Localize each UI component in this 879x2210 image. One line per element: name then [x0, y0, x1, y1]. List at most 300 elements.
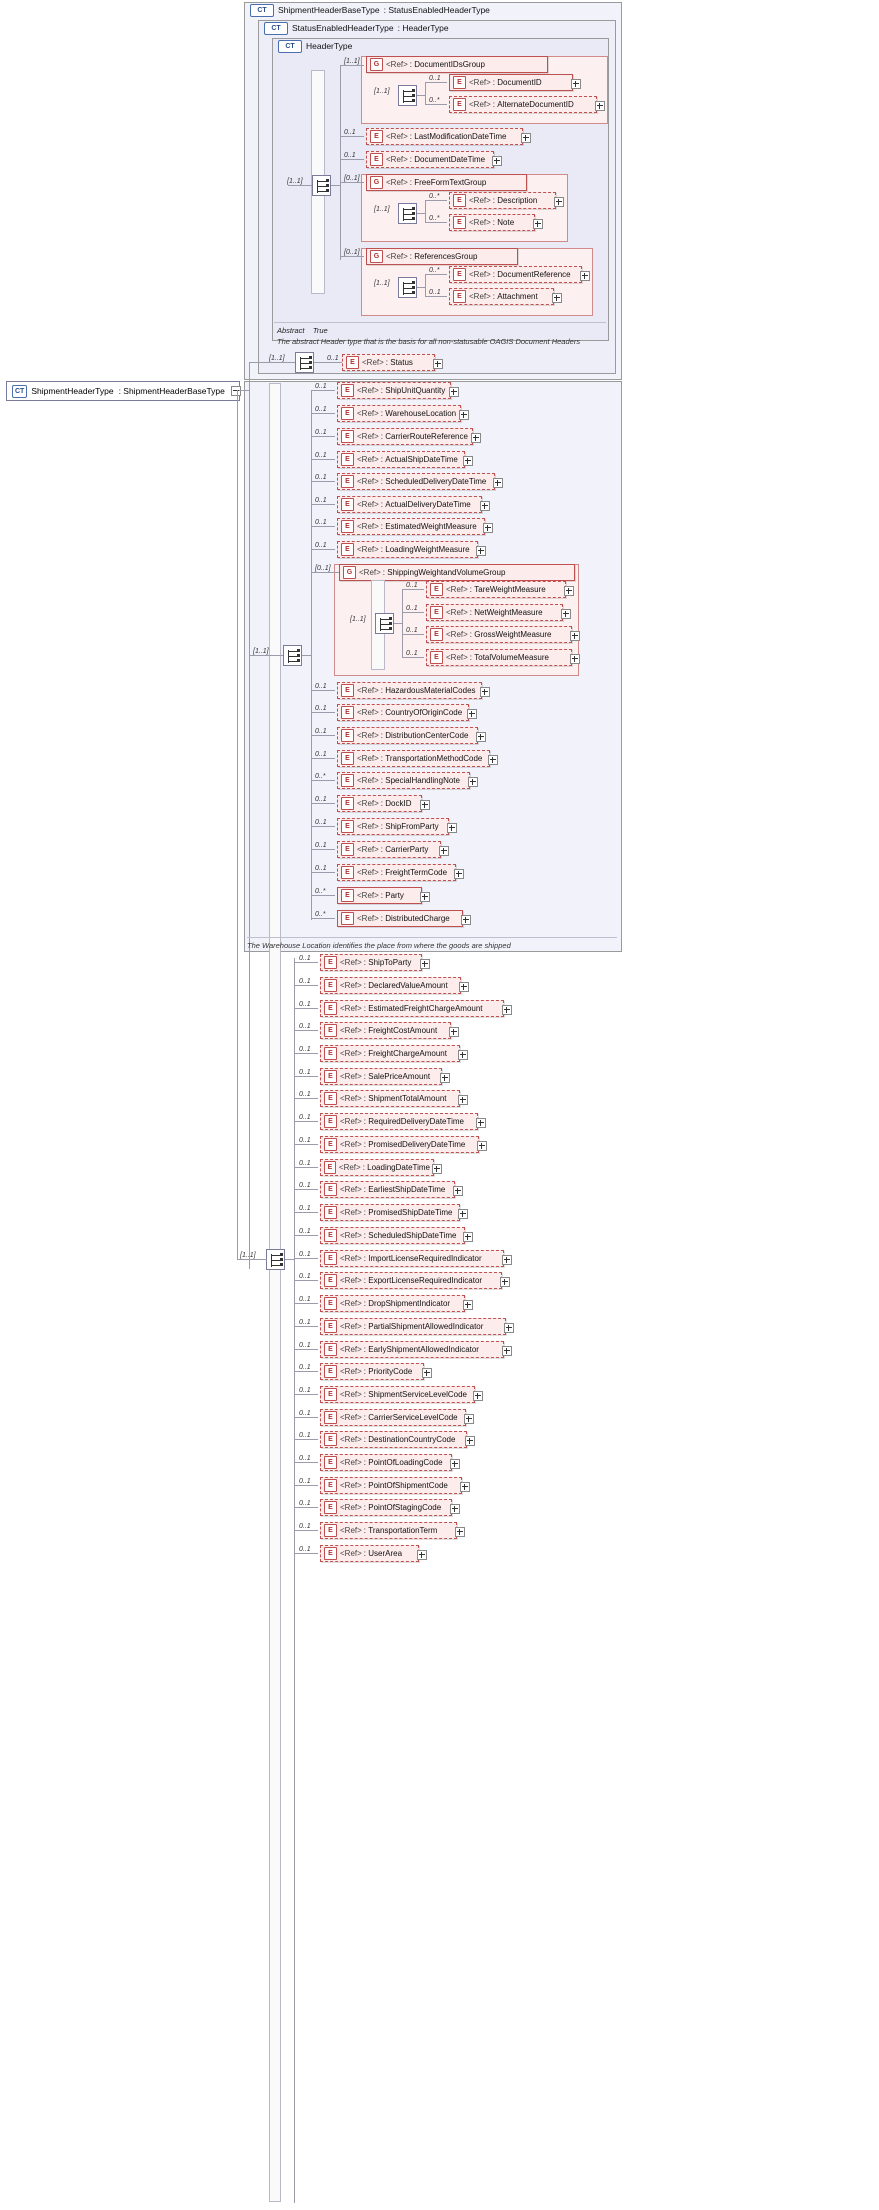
expand-icon[interactable]	[502, 1346, 512, 1356]
node-label: CarrierParty	[385, 845, 429, 854]
occurrence-label: [0..1]	[344, 175, 360, 182]
connector	[311, 803, 335, 804]
element-icon: E	[324, 1229, 337, 1242]
occurrence-label: [1..1]	[240, 1252, 256, 1259]
expand-icon[interactable]	[477, 1141, 487, 1151]
node-pointofstagingcode[interactable]: E <Ref> : PointOfStagingCode	[320, 1499, 452, 1516]
node-salepriceamount[interactable]: E <Ref> : SalePriceAmount	[320, 1068, 442, 1085]
ref-label: <Ref>	[340, 1481, 362, 1490]
node-earliestshipdatetime[interactable]: E <Ref> : EarliestShipDateTime	[320, 1181, 455, 1198]
ref-label: <Ref>	[446, 585, 468, 594]
occurrence-label: 0..*	[315, 773, 326, 780]
expand-icon[interactable]	[492, 156, 502, 166]
element-icon: E	[324, 1206, 337, 1219]
connector	[311, 712, 335, 713]
expand-icon[interactable]	[521, 133, 531, 143]
ref-label: <Ref>	[357, 409, 379, 418]
element-icon: E	[341, 752, 354, 765]
node-scheduledshipdatetime[interactable]: E <Ref> : ScheduledShipDateTime	[320, 1227, 465, 1244]
element-icon: E	[341, 774, 354, 787]
expand-icon[interactable]	[552, 293, 562, 303]
element-icon: E	[453, 98, 466, 111]
node-shipmentservicelevelcode[interactable]: E <Ref> : ShipmentServiceLevelCode	[320, 1386, 475, 1403]
occurrence-label: 0..1	[406, 605, 418, 612]
node-label: CarrierServiceLevelCode	[368, 1413, 458, 1422]
expand-icon[interactable]	[467, 709, 477, 719]
expand-icon[interactable]	[500, 1277, 510, 1287]
frame-type-label: : HeaderType	[397, 23, 449, 33]
expand-icon[interactable]	[480, 687, 490, 697]
occurrence-label: 0..1	[406, 582, 418, 589]
expand-icon[interactable]	[449, 1027, 459, 1037]
root-node-shipment-header-type[interactable]	[6, 381, 240, 401]
node-freighttermcode[interactable]: E <Ref> : FreightTermCode	[337, 864, 456, 881]
expand-icon[interactable]	[476, 1118, 486, 1128]
expand-icon[interactable]	[571, 79, 581, 89]
expand-icon[interactable]	[458, 1050, 468, 1060]
node-carrierservicelevelcode[interactable]: E <Ref> : CarrierServiceLevelCode	[320, 1409, 466, 1426]
occurrence-label: 0..1	[315, 796, 327, 803]
node-label: ShippingWeightandVolumeGroup	[387, 568, 506, 577]
ref-label: <Ref>	[357, 891, 379, 900]
connector	[294, 1530, 318, 1531]
node-requireddeliverydatetime[interactable]: E <Ref> : RequiredDeliveryDateTime	[320, 1113, 478, 1130]
expand-icon[interactable]	[463, 1232, 473, 1242]
node-declaredvalueamount[interactable]: E <Ref> : DeclaredValueAmount	[320, 977, 461, 994]
node-documentdatetime[interactable]: E <Ref> : DocumentDateTime	[366, 151, 494, 168]
frame-label: StatusEnabledHeaderType	[292, 23, 394, 33]
ref-label: <Ref>	[357, 868, 379, 877]
occurrence-label: 0..1	[315, 474, 327, 481]
expand-icon[interactable]	[464, 1414, 474, 1424]
node-userarea[interactable]: E <Ref> : UserArea	[320, 1545, 419, 1562]
node-promiseddeliverydatetime[interactable]: E <Ref> : PromisedDeliveryDateTime	[320, 1136, 479, 1153]
occurrence-label: 0..1	[299, 1137, 311, 1144]
node-transportationmethodcode[interactable]: E <Ref> : TransportationMethodCode	[337, 750, 490, 767]
connector	[294, 1371, 318, 1372]
ref-label: <Ref>	[469, 270, 491, 279]
node-label: PointOfLoadingCode	[368, 1458, 443, 1467]
node-documentreference[interactable]: E <Ref> : DocumentReference	[449, 266, 582, 283]
ref-label: <Ref>	[340, 1413, 362, 1422]
ref-label: <Ref>	[469, 196, 491, 205]
ref-label: <Ref>	[386, 178, 408, 187]
sequence-icon-body	[283, 645, 302, 666]
expand-icon[interactable]	[439, 846, 449, 856]
expand-icon[interactable]	[533, 219, 543, 229]
expand-icon[interactable]	[460, 1482, 470, 1492]
occurrence-label: 0..1	[299, 1205, 311, 1212]
occurrence-label: [1..1]	[374, 88, 390, 95]
expand-icon[interactable]	[463, 1300, 473, 1310]
node-label: DropShipmentIndicator	[368, 1299, 451, 1308]
ref-label: <Ref>	[446, 653, 468, 662]
element-icon: E	[324, 1433, 337, 1446]
occurrence-label: 0..1	[406, 650, 418, 657]
occurrence-label: 0..1	[299, 1251, 311, 1258]
node-note[interactable]: E <Ref> : Note	[449, 214, 535, 231]
connector	[311, 849, 335, 850]
expand-icon[interactable]	[450, 1459, 460, 1469]
node-label: TotalVolumeMeasure	[474, 653, 549, 662]
element-icon: E	[341, 453, 354, 466]
expand-icon[interactable]	[455, 1527, 465, 1537]
connector	[311, 872, 335, 873]
element-icon: E	[324, 1456, 337, 1469]
node-label: PartialShipmentAllowedIndicator	[368, 1322, 484, 1331]
connector	[311, 481, 335, 482]
node-label: RequiredDeliveryDateTime	[368, 1117, 464, 1126]
ref-label: <Ref>	[340, 1322, 362, 1331]
node-partialshipmentallowedindicator[interactable]: E <Ref> : PartialShipmentAllowedIndicator	[320, 1318, 506, 1335]
ref-label: <Ref>	[340, 1367, 362, 1376]
connector	[311, 459, 335, 460]
ref-label: <Ref>	[340, 958, 362, 967]
connector	[340, 65, 364, 66]
ref-label: <Ref>	[340, 1185, 362, 1194]
connector	[294, 1507, 318, 1508]
node-label: UserArea	[368, 1549, 403, 1558]
ref-label: <Ref>	[446, 608, 468, 617]
connector	[294, 1144, 318, 1145]
ref-label: <Ref>	[446, 630, 468, 639]
element-icon: E	[346, 356, 359, 369]
ref-label: <Ref>	[357, 822, 379, 831]
node-pointofloadingcode[interactable]: E <Ref> : PointOfLoadingCode	[320, 1454, 452, 1471]
node-loadingdatetime[interactable]: E <Ref> : LoadingDateTime	[320, 1159, 434, 1176]
element-icon: E	[341, 797, 354, 810]
frame-label: HeaderType	[306, 41, 353, 51]
expand-icon[interactable]	[564, 586, 574, 596]
node-label: Note	[497, 218, 515, 227]
connector	[425, 200, 426, 222]
expand-icon[interactable]	[420, 892, 430, 902]
ref-label: <Ref>	[357, 477, 379, 486]
element-icon: E	[453, 194, 466, 207]
ref-label: <Ref>	[340, 1094, 362, 1103]
divider	[247, 937, 617, 938]
occurrence-label: 0..1	[299, 1387, 311, 1394]
node-shipfromparty[interactable]: E <Ref> : ShipFromParty	[337, 818, 449, 835]
expand-icon[interactable]	[420, 959, 430, 969]
connector	[314, 362, 342, 363]
node-pointofshipmentcode[interactable]: E <Ref> : PointOfShipmentCode	[320, 1477, 462, 1494]
expand-icon[interactable]	[554, 197, 564, 207]
expand-icon[interactable]	[504, 1323, 514, 1333]
expand-icon[interactable]	[450, 1504, 460, 1514]
ref-label: <Ref>	[340, 1549, 362, 1558]
occurrence-label: 0..1	[315, 406, 327, 413]
group-node-referencesgroup[interactable]: G <Ref> : ReferencesGroup	[366, 248, 518, 265]
node-loadingweightmeasure[interactable]: E <Ref> : LoadingWeightMeasure	[337, 541, 478, 558]
ref-label: <Ref>	[338, 1163, 361, 1172]
expand-icon[interactable]	[432, 1164, 442, 1174]
connector	[340, 182, 364, 183]
expand-icon[interactable]	[459, 410, 469, 420]
ref-label: <Ref>	[357, 522, 379, 531]
occurrence-label: 0..1	[429, 75, 441, 82]
node-label: ScheduledDeliveryDateTime	[385, 477, 487, 486]
expand-icon[interactable]	[502, 1255, 512, 1265]
node-label: Status	[390, 358, 413, 367]
occurrence-label: 0..1	[299, 1410, 311, 1417]
node-label: FreightChargeAmount	[368, 1049, 447, 1058]
node-distributedcharge[interactable]: E <Ref> : DistributedCharge	[337, 910, 463, 927]
connector	[425, 274, 447, 275]
node-freightchargeamount[interactable]: E <Ref> : FreightChargeAmount	[320, 1045, 460, 1062]
node-freightcostamount[interactable]: E <Ref> : FreightCostAmount	[320, 1022, 451, 1039]
connector	[294, 1030, 318, 1031]
node-label: FreightCostAmount	[368, 1026, 438, 1035]
element-icon: E	[453, 290, 466, 303]
ref-label: <Ref>	[340, 1345, 362, 1354]
node-netweightmeasure[interactable]: E <Ref> : NetWeightMeasure	[426, 604, 563, 621]
expand-icon[interactable]	[561, 609, 571, 619]
expand-icon[interactable]	[422, 1368, 432, 1378]
node-totalvolumemeasure[interactable]: E <Ref> : TotalVolumeMeasure	[426, 649, 572, 666]
node-label: ShipUnitQuantity	[385, 386, 446, 395]
ref-label: <Ref>	[469, 218, 491, 227]
expand-icon[interactable]	[493, 478, 503, 488]
connector	[294, 1280, 318, 1281]
node-attachment[interactable]: E <Ref> : Attachment	[449, 288, 554, 305]
element-icon: E	[324, 1092, 337, 1105]
node-label: AlternateDocumentID	[497, 100, 574, 109]
ref-label: <Ref>	[357, 754, 379, 763]
node-actualdeliverydatetime[interactable]: E <Ref> : ActualDeliveryDateTime	[337, 496, 482, 513]
connector	[311, 526, 335, 527]
element-icon: E	[370, 130, 383, 143]
collapse-toggle-root[interactable]	[231, 386, 241, 396]
element-icon: E	[324, 1343, 337, 1356]
node-importlicenserequiredindicator[interactable]: E <Ref> : ImportLicenseRequiredIndicator	[320, 1250, 504, 1267]
occurrence-label: 0..1	[299, 1364, 311, 1371]
connector	[294, 1212, 318, 1213]
node-label: DistributedCharge	[385, 914, 450, 923]
expand-icon[interactable]	[463, 456, 473, 466]
expand-icon[interactable]	[595, 101, 605, 111]
ref-label: <Ref>	[386, 60, 408, 69]
node-shipmenttotalamount[interactable]: E <Ref> : ShipmentTotalAmount	[320, 1090, 460, 1107]
expand-icon[interactable]	[476, 732, 486, 742]
node-countryoforigincode[interactable]: E <Ref> : CountryOfOriginCode	[337, 704, 469, 721]
connector	[294, 1349, 318, 1350]
node-label: ShipFromParty	[385, 822, 439, 831]
connector	[249, 362, 295, 363]
ref-label: <Ref>	[357, 708, 379, 717]
expand-icon[interactable]	[420, 800, 430, 810]
connector	[311, 390, 335, 391]
connector	[340, 136, 364, 137]
node-specialhandlingnote[interactable]: E <Ref> : SpecialHandlingNote	[337, 772, 470, 789]
node-label: DocumentIDsGroup	[414, 60, 485, 69]
ref-label: <Ref>	[386, 252, 408, 261]
occurrence-label: 0..*	[429, 215, 440, 222]
ref-label: <Ref>	[340, 1276, 362, 1285]
node-tareweightmeasure[interactable]: E <Ref> : TareWeightMeasure	[426, 581, 566, 598]
expand-icon[interactable]	[449, 387, 459, 397]
node-label: ScheduledShipDateTime	[368, 1231, 457, 1240]
expand-icon[interactable]	[461, 915, 471, 925]
connector	[394, 623, 403, 624]
node-shipunitquantity[interactable]: E <Ref> : ShipUnitQuantity	[337, 382, 451, 399]
expand-icon[interactable]	[465, 1436, 475, 1446]
group-node-freeformtextgroup[interactable]: G <Ref> : FreeFormTextGroup	[366, 174, 527, 191]
occurrence-label: 0..1	[315, 683, 327, 690]
occurrence-label: 0..1	[315, 705, 327, 712]
expand-icon[interactable]	[433, 359, 443, 369]
expand-icon[interactable]	[476, 546, 486, 556]
node-label: ShipmentTotalAmount	[368, 1094, 447, 1103]
node-label: EarlyShipmentAllowedIndicator	[368, 1345, 479, 1354]
node-label: DistributionCenterCode	[385, 731, 469, 740]
expand-icon[interactable]	[471, 433, 481, 443]
sequence-icon-freeformtext	[398, 203, 417, 224]
expand-icon[interactable]	[570, 631, 580, 641]
node-description[interactable]: E <Ref> : Description	[449, 192, 556, 209]
occurrence-label: 0..1	[299, 1319, 311, 1326]
node-carrierparty[interactable]: E <Ref> : CarrierParty	[337, 841, 441, 858]
node-alternatedocumentid[interactable]: E <Ref> : AlternateDocumentID	[449, 96, 597, 113]
connector	[311, 572, 339, 573]
connector	[425, 82, 447, 83]
node-shiptoparty[interactable]: E <Ref> : ShipToParty	[320, 954, 422, 971]
node-label: LoadingWeightMeasure	[385, 545, 470, 554]
node-lastmodificationdatetime[interactable]: E <Ref> : LastModificationDateTime	[366, 128, 523, 145]
node-warehouselocation[interactable]: E <Ref> : WarehouseLocation	[337, 405, 461, 422]
expand-icon[interactable]	[468, 777, 478, 787]
node-label: DestinationCountryCode	[368, 1435, 456, 1444]
ref-label: <Ref>	[357, 776, 379, 785]
ref-label: <Ref>	[340, 1049, 362, 1058]
element-icon: E	[324, 1138, 337, 1151]
connector	[425, 222, 447, 223]
node-party[interactable]: E <Ref> : Party	[337, 887, 422, 904]
node-documentid[interactable]: E <Ref> : DocumentID	[449, 74, 573, 91]
element-icon: E	[341, 684, 354, 697]
node-scheduleddeliverydatetime[interactable]: E <Ref> : ScheduledDeliveryDateTime	[337, 473, 495, 490]
node-actualshipdatetime[interactable]: E <Ref> : ActualShipDateTime	[337, 451, 465, 468]
expand-icon[interactable]	[447, 823, 457, 833]
node-label: EstimatedFreightChargeAmount	[368, 1004, 483, 1013]
node-promisedshipdatetime[interactable]: E <Ref> : PromisedShipDateTime	[320, 1204, 460, 1221]
connector	[402, 657, 424, 658]
expand-icon[interactable]	[440, 1073, 450, 1083]
connector	[294, 1167, 318, 1168]
occurrence-label: [1..1]	[287, 178, 303, 185]
connector	[294, 1076, 318, 1077]
occurrence-label: 0..1	[299, 1091, 311, 1098]
occurrence-label: 0..1	[299, 1342, 311, 1349]
connector	[340, 256, 364, 257]
group-node-documentidsgroup[interactable]: G <Ref> : DocumentIDsGroup	[366, 56, 548, 73]
element-icon: E	[324, 1524, 337, 1537]
element-icon: E	[324, 1320, 337, 1333]
ref-label: <Ref>	[469, 292, 491, 301]
occurrence-label: 0..1	[315, 865, 327, 872]
node-dockid[interactable]: E <Ref> : DockID	[337, 795, 422, 812]
connector	[340, 65, 341, 260]
node-label: DockID	[385, 799, 412, 808]
connector	[294, 1258, 318, 1259]
node-distributioncentercode[interactable]: E <Ref> : DistributionCenterCode	[337, 727, 478, 744]
node-exportlicenserequiredindicator[interactable]: E <Ref> : ExportLicenseRequiredIndicator	[320, 1272, 502, 1289]
expand-icon[interactable]	[502, 1005, 512, 1015]
connector	[311, 826, 335, 827]
connector	[294, 1417, 318, 1418]
occurrence-label: 0..*	[429, 267, 440, 274]
node-label: NetWeightMeasure	[474, 608, 543, 617]
annotation-header-type: The abstract Header type that is the basis for all non-statusable OAGIS Document Headers	[277, 337, 581, 346]
expand-icon[interactable]	[417, 1550, 427, 1560]
node-estimatedfreightchargeamount[interactable]: E <Ref> : EstimatedFreightChargeAmount	[320, 1000, 504, 1017]
expand-icon[interactable]	[453, 1186, 463, 1196]
expand-icon[interactable]	[570, 654, 580, 664]
node-dropshipmentindicator[interactable]: E <Ref> : DropShipmentIndicator	[320, 1295, 465, 1312]
occurrence-label: [1..1]	[253, 648, 269, 655]
expand-icon[interactable]	[473, 1391, 483, 1401]
expand-icon[interactable]	[580, 271, 590, 281]
occurrence-label: 0..1	[315, 429, 327, 436]
expand-icon[interactable]	[458, 1095, 468, 1105]
node-earlyshipmentallowedindicator[interactable]: E <Ref> : EarlyShipmentAllowedIndicator	[320, 1341, 504, 1358]
expand-icon[interactable]	[483, 523, 493, 533]
node-transportationterm[interactable]: E <Ref> : TransportationTerm	[320, 1522, 457, 1539]
occurrence-label: 0..1	[315, 819, 327, 826]
ref-label: <Ref>	[340, 1299, 362, 1308]
group-icon: G	[343, 566, 356, 579]
ref-label: <Ref>	[340, 1435, 362, 1444]
node-label: LastModificationDateTime	[414, 132, 507, 141]
node-status[interactable]: E <Ref> : Status	[342, 354, 435, 371]
element-icon: E	[324, 956, 337, 969]
ref-label: <Ref>	[357, 799, 379, 808]
node-grossweightmeasure[interactable]: E <Ref> : GrossWeightMeasure	[426, 626, 572, 643]
node-destinationcountrycode[interactable]: E <Ref> : DestinationCountryCode	[320, 1431, 467, 1448]
connector	[311, 780, 335, 781]
node-estimatedweightmeasure[interactable]: E <Ref> : EstimatedWeightMeasure	[337, 518, 485, 535]
occurrence-label: 0..1	[327, 355, 339, 362]
connector	[417, 287, 426, 288]
occurrence-label: 0..1	[406, 627, 418, 634]
element-icon: E	[324, 1365, 337, 1378]
occurrence-label: 0..1	[344, 152, 356, 159]
expand-icon[interactable]	[459, 982, 469, 992]
root-type-label: : ShipmentHeaderBaseType	[118, 386, 225, 396]
occurrence-label: 0..*	[429, 97, 440, 104]
node-carrierroutereference[interactable]: E <Ref> : CarrierRouteReference	[337, 428, 473, 445]
ref-label: <Ref>	[357, 386, 379, 395]
group-node-shippingweightandvolumegroup[interactable]: G <Ref> : ShippingWeightandVolumeGroup	[339, 564, 575, 581]
connector	[294, 1235, 318, 1236]
ref-label: <Ref>	[340, 1026, 362, 1035]
node-hazardousmaterialcodes[interactable]: E <Ref> : HazardousMaterialCodes	[337, 682, 482, 699]
node-prioritycode[interactable]: E <Ref> : PriorityCode	[320, 1363, 424, 1380]
element-icon: E	[324, 1479, 337, 1492]
connector	[294, 1303, 318, 1304]
expand-icon[interactable]	[458, 1209, 468, 1219]
root-label: ShipmentHeaderType	[31, 386, 114, 396]
ref-label: <Ref>	[340, 1254, 362, 1263]
expand-icon[interactable]	[480, 501, 490, 511]
node-label: ShipToParty	[368, 958, 412, 967]
node-label: Party	[385, 891, 404, 900]
title-shipment-header-base-type	[246, 2, 494, 18]
occurrence-label: [1..1]	[374, 280, 390, 287]
expand-icon[interactable]	[454, 869, 464, 879]
node-label: TransportationTerm	[368, 1526, 438, 1535]
expand-icon[interactable]	[488, 755, 498, 765]
